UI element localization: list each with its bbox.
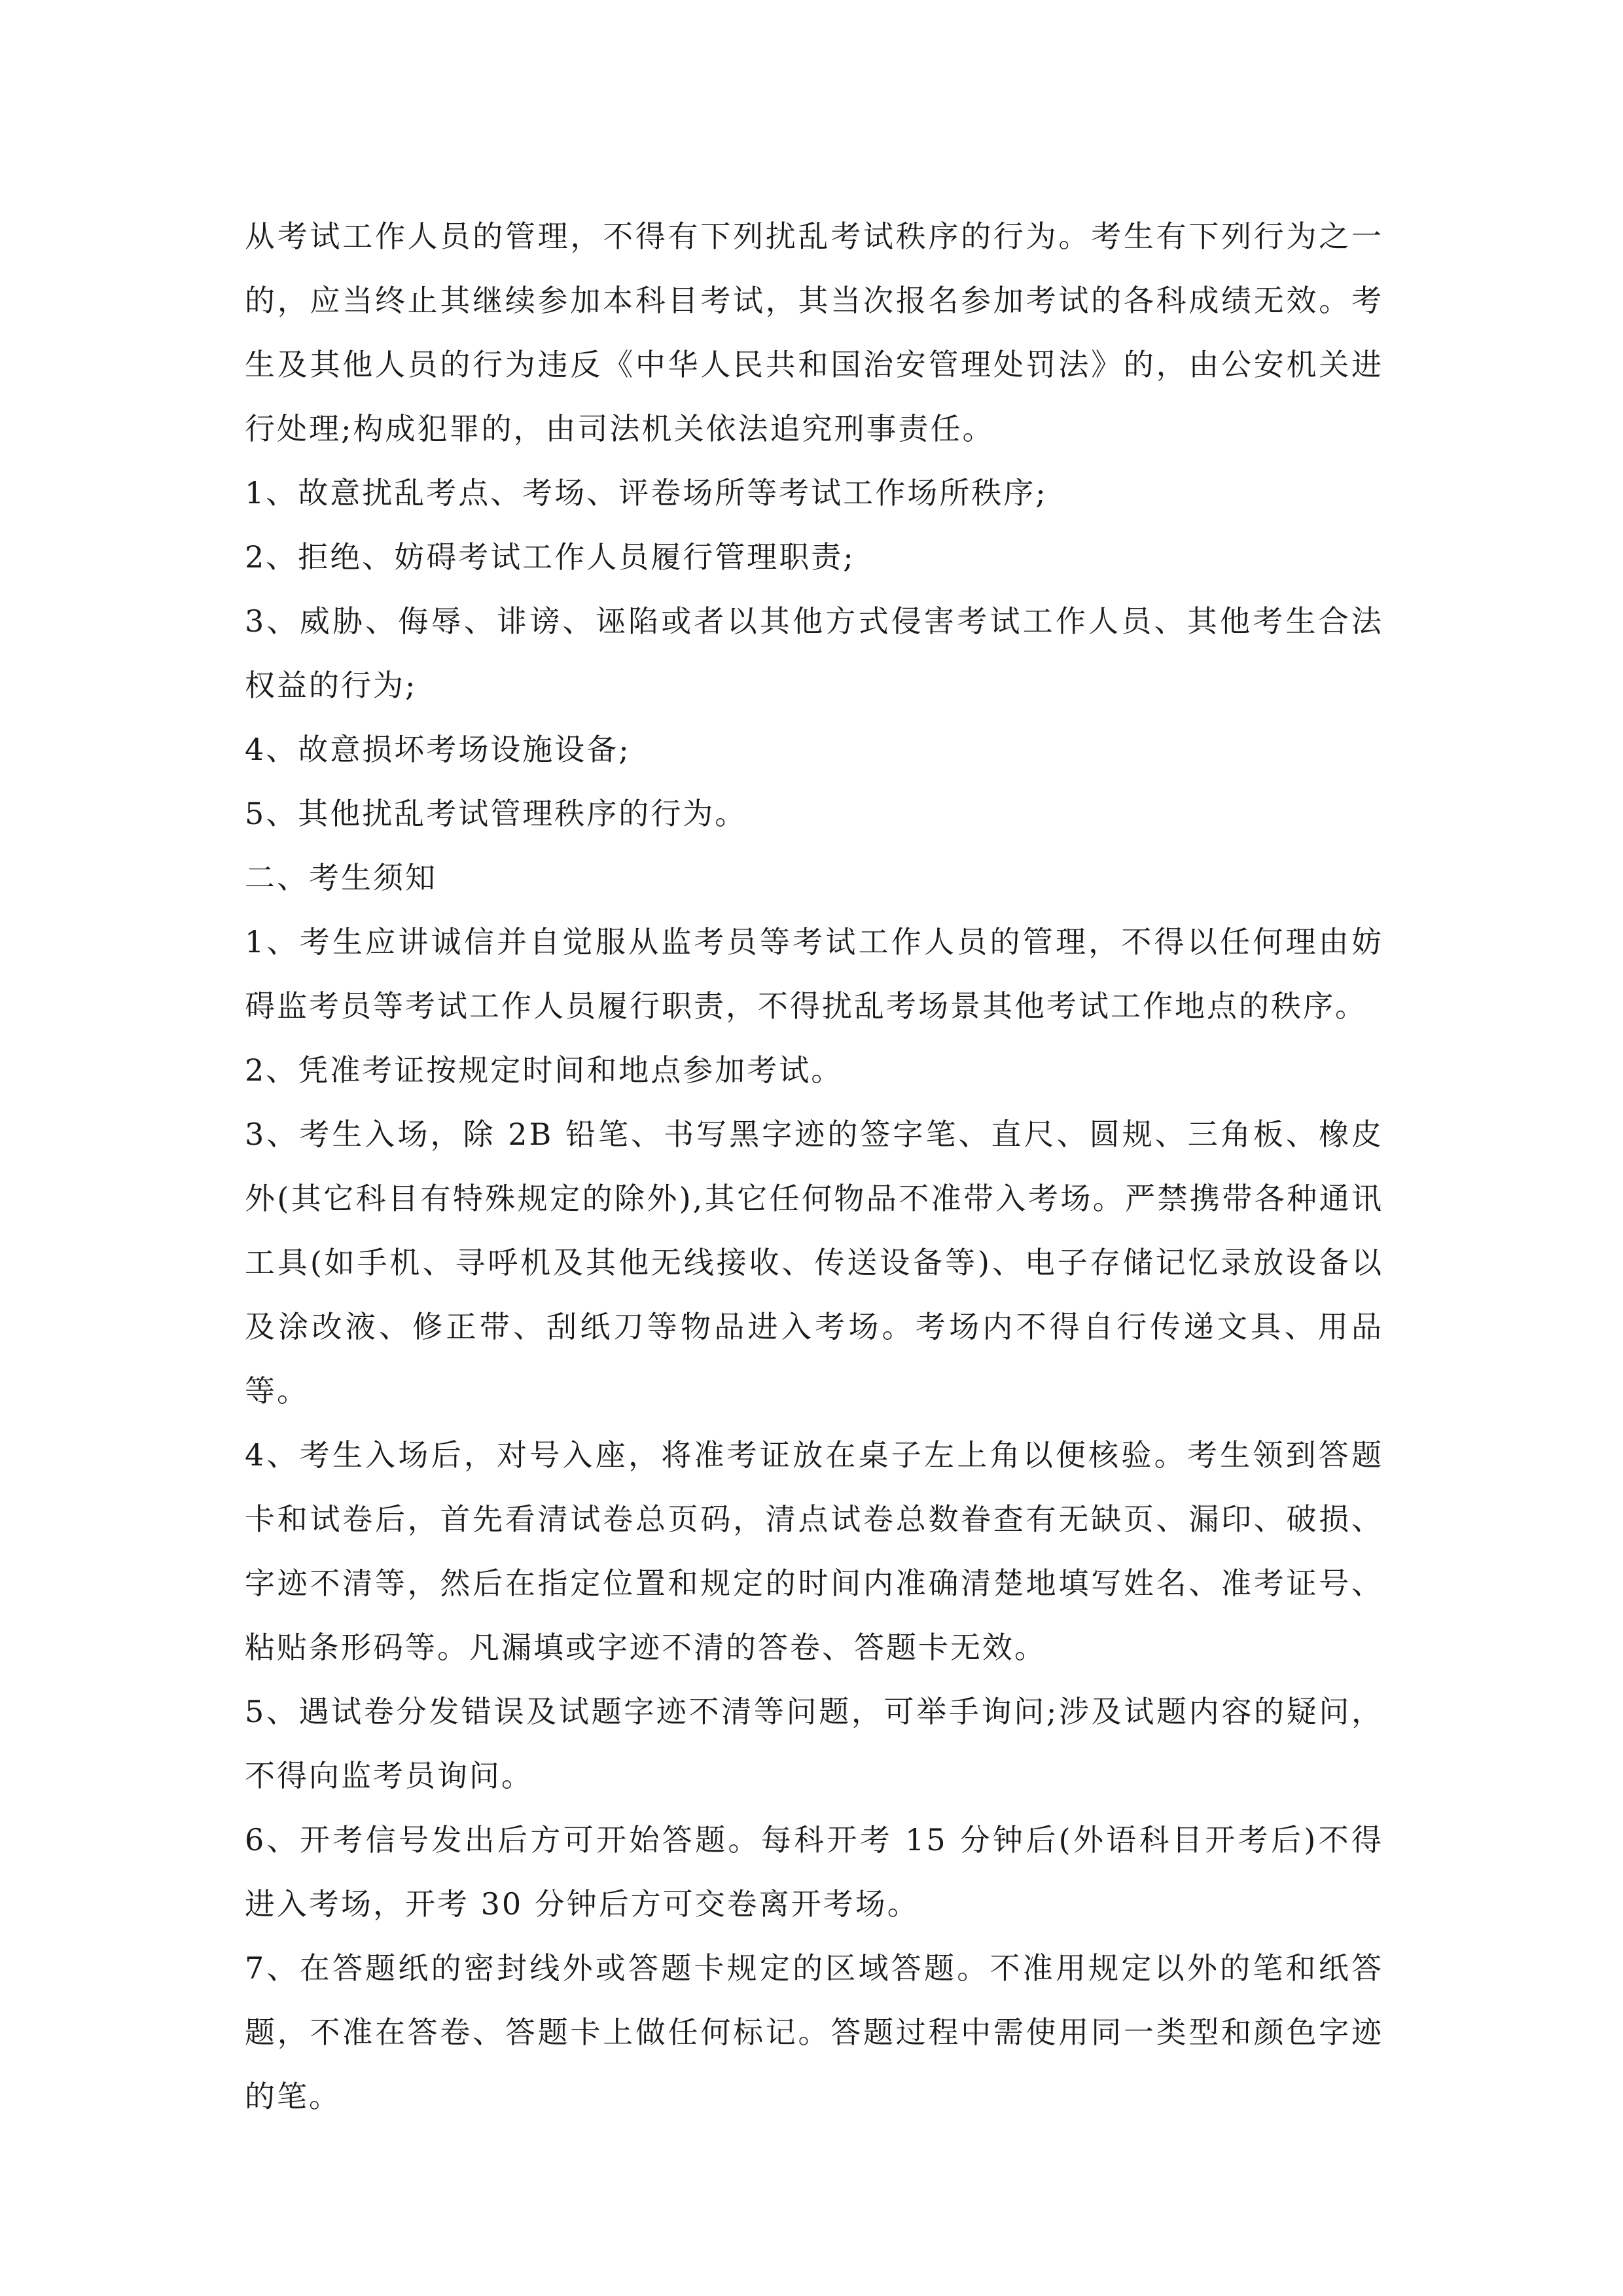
notice-item-7: 7、在答题纸的密封线外或答题卡规定的区域答题。不准用规定以外的笔和纸答题，不准在答卷、答题卡上做任何标记。答题过程中需使用同一类型和颜色字迹的笔。 xyxy=(245,1950,1383,2114)
list-item-2: 2、拒绝、妨碍考试工作人员履行管理职责; xyxy=(245,539,855,575)
list-item-5: 5、其他扰乱考试管理秩序的行为。 xyxy=(245,796,747,831)
notice-item-2: 2、凭准考证按规定时间和地点参加考试。 xyxy=(245,1052,844,1088)
paragraph-intro: 从考试工作人员的管理，不得有下列扰乱考试秩序的行为。考生有下列行为之一的，应当终止其继续参加本科目考试，其当次报名参加考试的各科成绩无效。考生及其他人员的行为违反《中华人民共和国治安管理处罚法》的，由公安机关进行处理;构成犯罪的，由司法机关依法追究刑事责任。 xyxy=(245,219,1383,446)
list-item-3: 3、威胁、侮辱、诽谤、诬陷或者以其他方式侵害考试工作人员、其他考生合法权益的行为; xyxy=(245,603,1383,703)
list-item-4: 4、故意损坏考场设施设备; xyxy=(245,732,631,767)
notice-item-3: 3、考生入场，除 2B 铅笔、书写黑字迹的签字笔、直尺、圆规、三角板、橡皮外(其它科目有特殊规定的除外),其它任何物品不准带入考场。严禁携带各种通讯工具(如手机、寻呼机及其他无线接收、传送设备等)、电子存储记忆录放设备以及涂改液、修正带、刮纸刀等物品进入考场。考场内不得自行传递文具、用品等。 xyxy=(245,1117,1383,1408)
document-body xyxy=(245,204,1383,2128)
notice-item-4: 4、考生入场后，对号入座，将准考证放在桌子左上角以便核验。考生领到答题卡和试卷后，首先看清试卷总页码，清点试卷总数眷查有无缺页、漏印、破损、字迹不清等，然后在指定位置和规定的时间内准确清楚地填写姓名、准考证号、粘贴条形码等。凡漏填或字迹不清的答卷、答题卡无效。 xyxy=(245,1437,1383,1665)
notice-item-1: 1、考生应讲诚信并自觉服从监考员等考试工作人员的管理，不得以任何理由妨碍监考员等考试工作人员履行职责，不得扰乱考场景其他考试工作地点的秩序。 xyxy=(245,924,1383,1024)
section-heading: 二、考生须知 xyxy=(245,860,437,895)
notice-item-5: 5、遇试卷分发错误及试题字迹不清等问题，可举手询问;涉及试题内容的疑问，不得向监考员询问。 xyxy=(245,1694,1383,1793)
list-item-1: 1、故意扰乱考点、考场、评卷场所等考试工作场所秩序; xyxy=(245,475,1048,511)
notice-item-6: 6、开考信号发出后方可开始答题。每科开考 15 分钟后(外语科目开考后)不得进入考场，开考 30 分钟后方可交卷离开考场。 xyxy=(245,1822,1383,1922)
